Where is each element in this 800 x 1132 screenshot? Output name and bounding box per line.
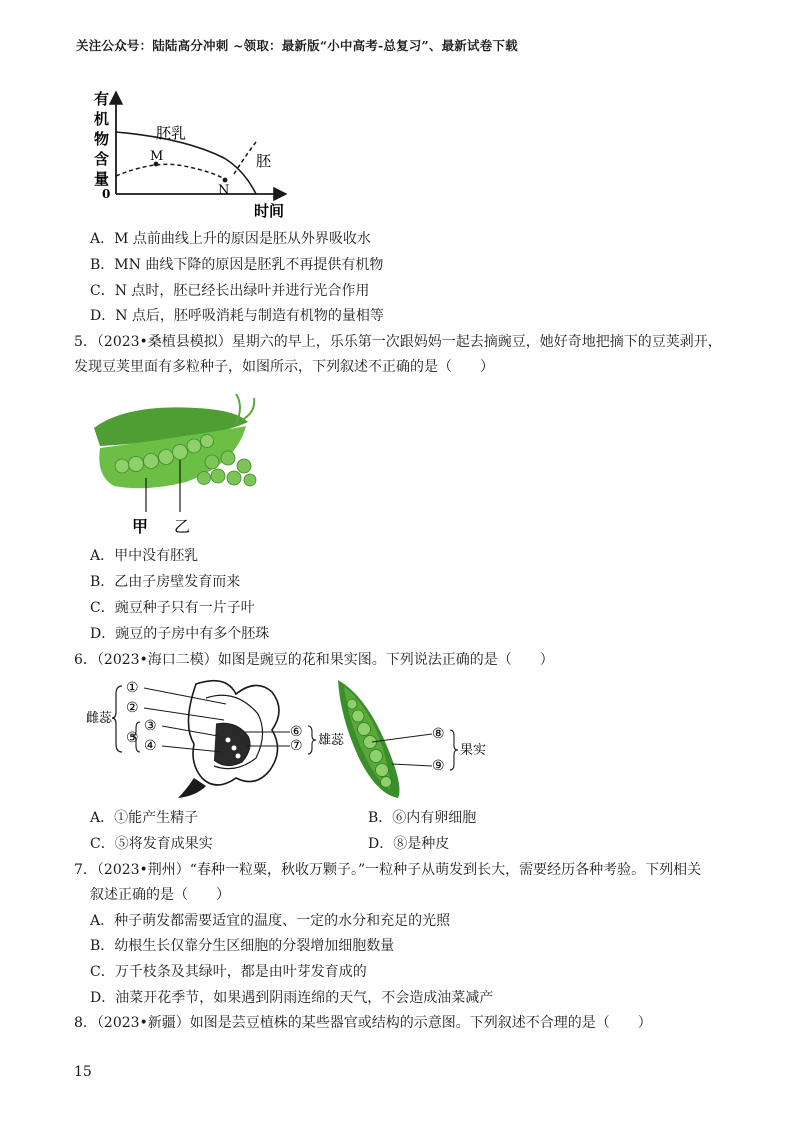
y-axis-char: 机 [94,110,110,128]
q4-option-c[interactable]: C．N 点时，胚已经长出绿叶并进行光合作用 [90,283,370,299]
marker-3: ③ [144,718,157,734]
y-axis-char: 含 [94,150,110,168]
q5-stem-line-1: 5．（2023•桑植县模拟）星期六的早上，乐乐第一次跟妈妈一起去摘豌豆，她好奇地把摘下的豆荚剥开， [74,334,722,350]
fruit-bracket-label: 果实 [460,743,487,758]
embryo-curve-label: 胚 [256,152,272,170]
flower-cross-section [178,681,279,798]
q6-stem: 6．（2023•海口二模）如图是豌豆的花和果实图。下列说法正确的是（ ） [74,652,554,668]
q8-stem: 8．（2023•新疆）如图是芸豆植株的某些器官或结构的示意图。下列叙述不合理的是（ ） [74,1015,652,1031]
q7-option-b[interactable]: B．幼根生长仅靠分生区细胞的分裂增加细胞数量 [90,938,395,954]
q4-option-a[interactable]: A．M 点前曲线上升的原因是胚从外界吸收水 [90,231,371,247]
pistil-bracket-label: 雌蕊 [86,711,113,726]
y-axis-label [94,90,109,188]
marker-8: ⑧ [432,726,445,742]
q6-option-c[interactable]: C．⑤将发育成果实 [90,836,213,852]
endosperm-curve-label: 胚乳 [156,124,187,142]
q7-option-c[interactable]: C．万千枝条及其绿叶，都是由叶芽发育成的 [90,964,367,980]
q6-flower-and-fruit-figure [86,674,506,808]
stamen-bracket [308,726,316,754]
q4-option-b[interactable]: B．MN 曲线下降的原因是胚乳不再提供有机物 [90,257,384,273]
q5-pea-pod-figure [86,386,266,540]
label-yi: 乙 [174,517,191,536]
q7-option-a[interactable]: A．种子萌发都需要适宜的温度、一定的水分和充足的光照 [90,913,451,929]
marker-9: ⑨ [432,758,445,774]
marker-4: ④ [144,738,157,754]
q7-option-d[interactable]: D．油菜开花季节，如果遇到阴雨连绵的天气，不会造成油菜减产 [90,990,494,1006]
pistil-bracket [112,686,122,752]
page-number: 15 [74,1064,92,1080]
stamen-bracket-label: 雄蕊 [318,733,345,748]
q6-option-a[interactable]: A．①能产生精子 [90,810,199,826]
page-header: 关注公众号：陆陆高分冲刺 ~领取：最新版“小中高考-总复习”、最新试卷下载 [76,38,518,53]
marker-6: ⑥ [290,724,303,740]
q5-option-c[interactable]: C．豌豆种子只有一片子叶 [90,600,255,616]
marker-2: ② [126,700,139,716]
q5-stem-line-2: 发现豆荚里面有多粒种子，如图所示，下列叙述不正确的是（ ） [74,359,494,375]
q6-option-b[interactable]: B．⑥内有卵细胞 [368,810,477,826]
y-axis-char: 有 [94,90,110,108]
point-n-label: N [218,183,230,198]
q6-option-d[interactable]: D．⑧是种皮 [368,836,450,852]
pea-pod-stem [236,394,254,424]
q7-stem-line-2: 叙述正确的是（ ） [90,887,230,903]
q5-option-d[interactable]: D．豌豆的子房中有多个胚珠 [90,626,270,642]
q5-option-b[interactable]: B．乙由子房壁发育而来 [90,574,241,590]
embryo-curve [116,142,256,180]
fruit-bracket [450,730,458,770]
q7-stem-line-1: 7．（2023•荆州）“春种一粒粟，秋收万颗子。”一粒种子从萌发到长大，需要经历各种考验。下列相关 [74,862,702,878]
q4-organic-matter-curve-figure [84,86,294,222]
q5-option-a[interactable]: A．甲中没有胚乳 [90,548,199,564]
q4-option-d[interactable]: D．N 点后，胚呼吸消耗与制造有机物的量相等 [90,308,384,324]
pointer-4 [162,746,222,752]
y-axis-char: 物 [94,130,110,148]
point-n [223,178,228,183]
point-m-label: M [150,149,164,164]
marker-5: ⑤ [126,730,139,746]
pea-pod-open [338,680,400,798]
x-axis-label: 时间 [254,202,285,220]
pointer-9 [392,764,432,766]
origin-label: 0 [102,187,111,201]
marker-7: ⑦ [290,738,303,754]
label-jia: 甲 [132,517,149,536]
marker-1: ① [126,680,139,696]
y-axis-char: 量 [94,170,110,188]
